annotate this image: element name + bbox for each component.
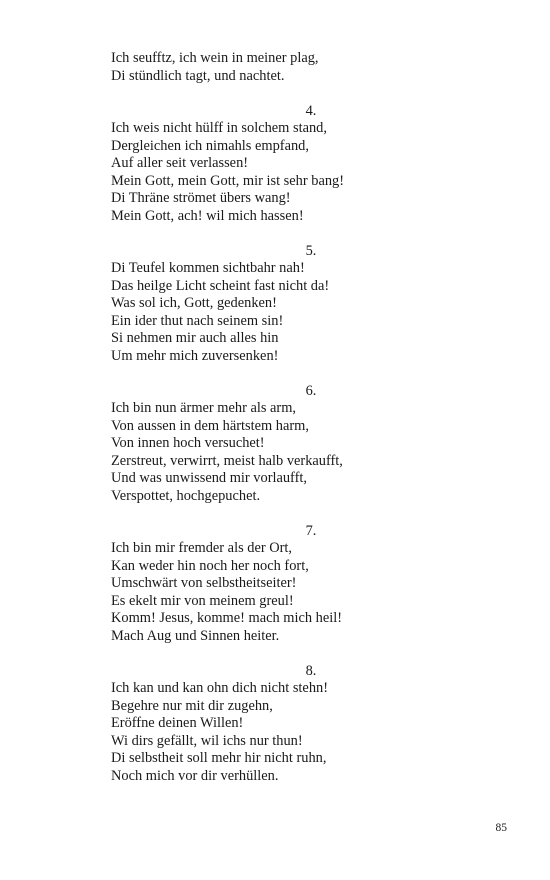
stanza-6 <box>111 383 431 506</box>
poem-line: Von aussen in dem härtstem harm, <box>111 417 309 434</box>
poem-line: Verspottet, hochgepuchet. <box>111 487 261 504</box>
poem-line: Mach Aug und Sinnen heiter. <box>111 627 280 644</box>
poem-line: Di selbstheit soll mehr hir nicht ruhn, <box>111 750 327 766</box>
poem-line: Ein ider thut nach seinem sin! <box>111 312 284 329</box>
poem-line: Es ekelt mir von meinem greul! <box>111 592 294 609</box>
poem-line: Von innen hoch versuchet! <box>111 435 265 451</box>
poem-line: Di stündlich tagt, und nachtet. <box>111 67 285 84</box>
poem-line: Kan weder hin noch her noch fort, <box>111 557 309 574</box>
poem-line: Ich bin nun ärmer mehr als arm, <box>111 400 297 416</box>
poem-line: Um mehr mich zuversenken! <box>111 347 279 364</box>
stanza-8 <box>111 663 431 786</box>
poem-line: Ich kan und kan ohn dich nicht stehn! <box>111 680 329 696</box>
poem-line: Zerstreut, verwirrt, meist halb verkaufft, <box>111 452 343 469</box>
stanza-number: 4. <box>305 102 317 119</box>
poem-line: Eröffne deinen Willen! <box>111 715 244 731</box>
stanza-number: 6. <box>305 382 317 399</box>
poem-line: Und was unwissend mir vorlaufft, <box>111 470 307 486</box>
poem-line: Si nehmen mir auch alles hin <box>111 330 279 346</box>
stanza-number: 5. <box>305 242 317 259</box>
page-number: 85 <box>495 822 507 834</box>
poem-line: Ich seufftz, ich wein in meiner plag, <box>111 50 319 66</box>
stanza-7 <box>111 523 431 646</box>
stanza-number: 7. <box>305 522 317 539</box>
poem-line: Mein Gott, ach! wil mich hassen! <box>111 207 304 224</box>
poem-line: Dergleichen ich nimahls empfand, <box>111 137 309 154</box>
poem-line: Begehre nur mit dir zugehn, <box>111 697 273 714</box>
opening-stanza-fragment <box>111 50 431 85</box>
poem-line: Di Teufel kommen sichtbahr nah! <box>111 260 305 276</box>
stanza-number: 8. <box>305 662 317 679</box>
poem-line: Das heilge Licht scheint fast nicht da! <box>111 277 330 294</box>
poem-line: Ich weis nicht hülff in solchem stand, <box>111 120 327 136</box>
poem-line: Wi dirs gefällt, wil ichs nur thun! <box>111 732 303 749</box>
poem-line: Noch mich vor dir verhüllen. <box>111 767 279 784</box>
poem-line: Komm! Jesus, komme! mach mich heil! <box>111 610 343 626</box>
poem-line: Di Thräne strömet übers wang! <box>111 190 291 206</box>
poem-line: Ich bin mir fremder als der Ort, <box>111 540 293 556</box>
poem-text <box>111 50 431 785</box>
poem-line: Mein Gott, mein Gott, mir ist sehr bang! <box>111 172 345 189</box>
stanza-4 <box>111 103 431 226</box>
poem-line: Umschwärt von selbstheitseiter! <box>111 575 297 591</box>
poem-line: Auf aller seit verlassen! <box>111 155 249 171</box>
poem-line: Was sol ich, Gott, gedenken! <box>111 295 277 311</box>
stanza-5 <box>111 243 431 366</box>
